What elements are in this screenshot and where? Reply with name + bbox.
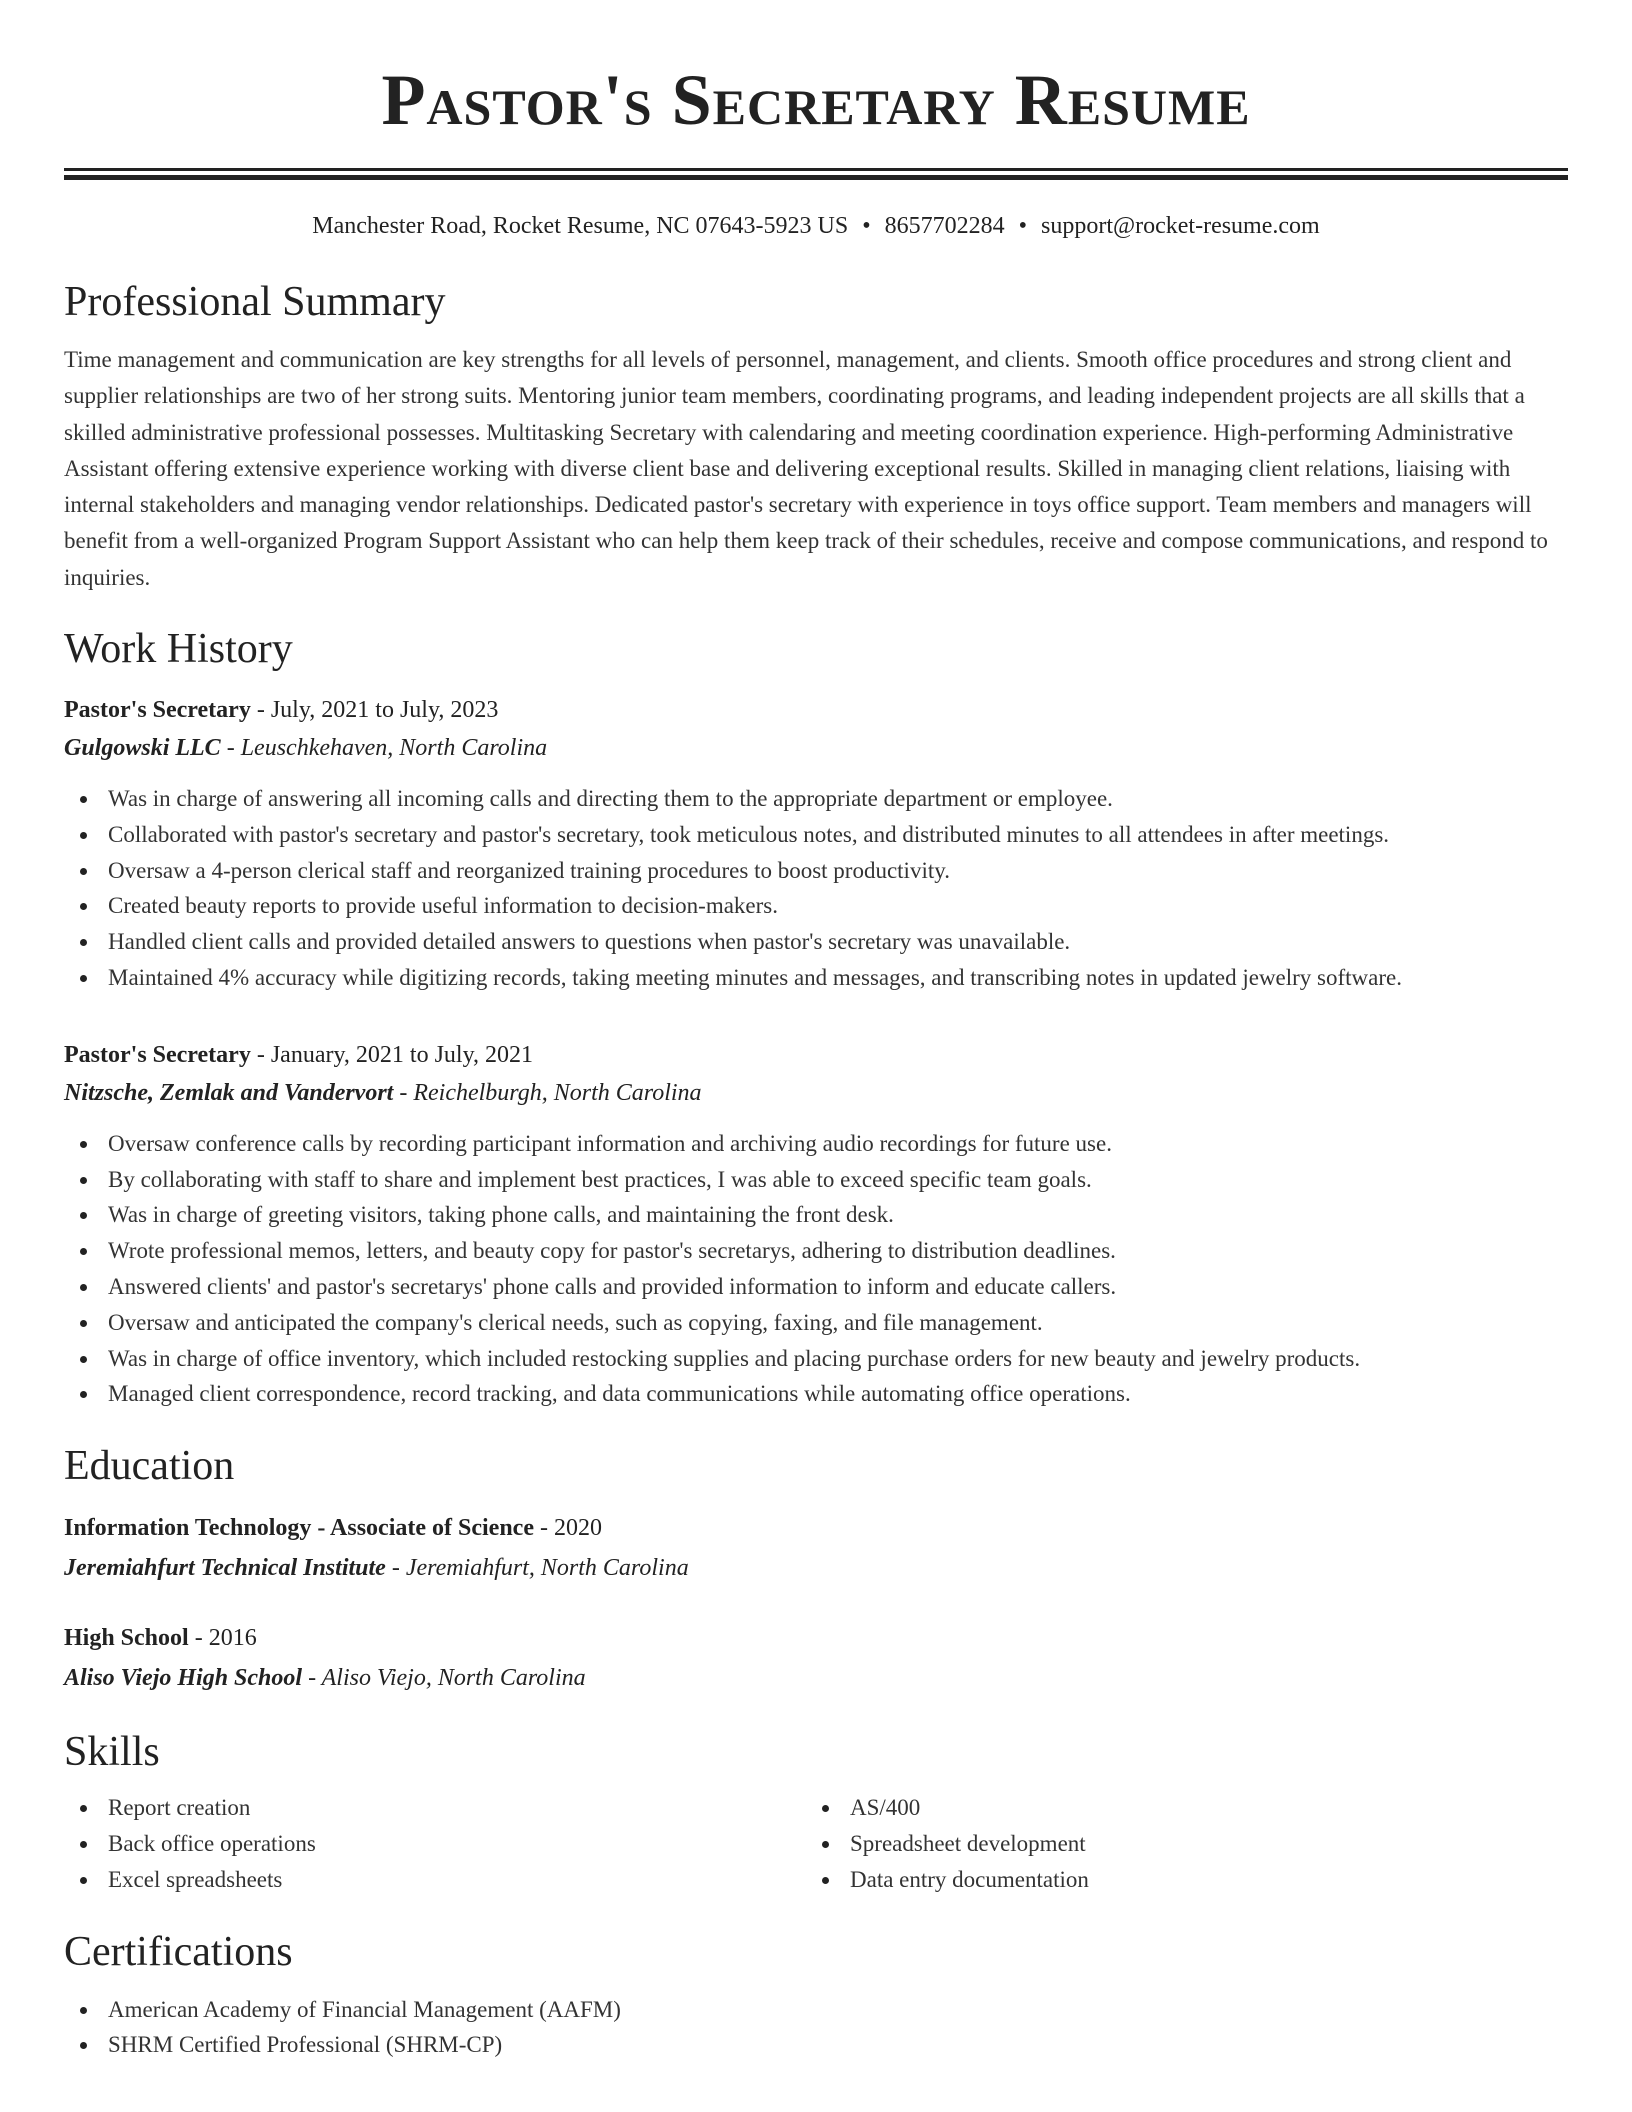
skill-item: Data entry documentation	[806, 1862, 1548, 1898]
job-location: - Leuschkehaven, North Carolina	[220, 735, 548, 762]
job-entry	[64, 1036, 1568, 1412]
list-item: Oversaw and anticipated the company's clerical needs, such as copying, faxing, and file management.	[64, 1305, 1568, 1341]
summary-heading: Professional Summary	[64, 279, 446, 325]
school-location: - Jeremiahfurt, North Carolina	[385, 1555, 689, 1582]
contact-email: support@rocket-resume.com	[1041, 213, 1320, 239]
degree-year: - 2016	[188, 1625, 257, 1652]
job-dates: - January, 2021 to July, 2021	[250, 1041, 534, 1068]
list-item: Created beauty reports to provide useful information to decision-makers.	[64, 888, 1568, 924]
school-line	[64, 1548, 1568, 1588]
list-item: Was in charge of answering all incoming calls and directing them to the appropriate department or employee.	[64, 781, 1568, 817]
degree-year: - 2020	[533, 1515, 602, 1542]
skills-heading: Skills	[64, 1729, 160, 1776]
skill-item: Back office operations	[64, 1826, 806, 1862]
resume-page	[64, 0, 1568, 2063]
certification-item: American Academy of Financial Management (AAFM)	[64, 1992, 1568, 2028]
skills-list-right	[806, 1790, 1548, 1897]
list-item: Collaborated with pastor's secretary and pastor's secretary, took meticulous notes, and distributed minutes to all attendees in after meetings.	[64, 817, 1568, 853]
job-title-line	[64, 691, 1568, 729]
summary-text: Time management and communication are key strengths for all levels of personnel, management, and clients. Smooth office procedures and strong client and supplier relationships are two of her strong suits. Mentoring junior team members, coordinating programs, and leading independent projects are all skills that a skilled administrative professional possesses. Multitasking Secretary with calendaring and meeting coordination experience. High-performing Administrative Assistant offering extensive experience working with diverse client base and delivering exceptional results. Skilled in managing client relations, liaising with internal stakeholders and managing vendor relationships. Dedicated pastor's secretary with experience in toys office support. Team members and managers will benefit from a well-organized Program Support Assistant who can help them keep track of their schedules, receive and compose communications, and respond to inquiries.	[64, 347, 1548, 590]
list-item: Answered clients' and pastor's secretarys' phone calls and provided information to inform and educate callers.	[64, 1269, 1568, 1305]
skills-list-left	[64, 1790, 806, 1897]
list-item: Was in charge of office inventory, which included restocking supplies and placing purchase orders for new beauty and jewelry products.	[64, 1341, 1568, 1377]
contact-line	[64, 210, 1568, 242]
job-location: - Reichelburgh, North Carolina	[393, 1079, 702, 1106]
title-double-rule	[64, 168, 1568, 180]
job-title: Pastor's Secretary	[64, 1041, 251, 1068]
certification-item: SHRM Certified Professional (SHRM-CP)	[64, 2027, 1568, 2063]
list-item: By collaborating with staff to share and implement best practices, I was able to exceed specific team goals.	[64, 1162, 1568, 1198]
work-history-heading: Work History	[64, 626, 293, 673]
skill-item: Report creation	[64, 1790, 806, 1826]
job-title: Pastor's Secretary	[64, 697, 251, 724]
skill-item: Spreadsheet development	[806, 1826, 1548, 1862]
job-duties-list	[64, 781, 1568, 996]
education-entry	[64, 1618, 1568, 1698]
school-line	[64, 1658, 1568, 1698]
school-location: - Aliso Viejo, North Carolina	[302, 1665, 586, 1692]
school-name: Jeremiahfurt Technical Institute	[64, 1555, 386, 1582]
degree-name: Information Technology - Associate of Science	[64, 1515, 534, 1542]
list-item: Managed client correspondence, record tracking, and data communications while automating office operations.	[64, 1376, 1568, 1412]
degree-name: High School	[64, 1625, 189, 1652]
list-item: Handled client calls and provided detailed answers to questions when pastor's secretary was unavailable.	[64, 924, 1568, 960]
list-item: Oversaw a 4-person clerical staff and reorganized training procedures to boost productivity.	[64, 853, 1568, 889]
list-item: Maintained 4% accuracy while digitizing records, taking meeting minutes and messages, and transcribing notes in updated jewelry software.	[64, 960, 1568, 996]
school-name: Aliso Viejo High School	[64, 1665, 303, 1692]
job-dates: - July, 2021 to July, 2023	[250, 697, 499, 724]
skill-item: Excel spreadsheets	[64, 1862, 806, 1898]
degree-line	[64, 1508, 1568, 1548]
degree-line	[64, 1618, 1568, 1658]
list-item: Oversaw conference calls by recording participant information and archiving audio recordings for future use.	[64, 1126, 1568, 1162]
job-entry	[64, 691, 1568, 996]
contact-phone: 8657702284	[884, 213, 1005, 239]
skill-item: AS/400	[806, 1790, 1548, 1826]
job-company-line	[64, 729, 1568, 767]
education-heading: Education	[64, 1443, 235, 1490]
contact-separator: •	[862, 213, 871, 239]
job-company: Gulgowski LLC	[64, 735, 221, 762]
resume-title: Pastor's Secretary Resume	[381, 60, 1251, 140]
contact-address: Manchester Road, Rocket Resume, NC 07643-5923 US	[312, 213, 849, 239]
certifications-list	[64, 1992, 1568, 2064]
certifications-heading: Certifications	[64, 1928, 293, 1975]
list-item: Was in charge of greeting visitors, taking phone calls, and maintaining the front desk.	[64, 1197, 1568, 1233]
list-item: Wrote professional memos, letters, and beauty copy for pastor's secretarys, adhering to distribution deadlines.	[64, 1233, 1568, 1269]
job-title-line	[64, 1036, 1568, 1074]
job-company-line	[64, 1074, 1568, 1112]
job-company: Nitzsche, Zemlak and Vandervort	[64, 1079, 394, 1106]
contact-separator: •	[1018, 213, 1028, 239]
education-entry	[64, 1508, 1568, 1588]
job-duties-list	[64, 1126, 1568, 1412]
skills-grid	[64, 1790, 1568, 1897]
